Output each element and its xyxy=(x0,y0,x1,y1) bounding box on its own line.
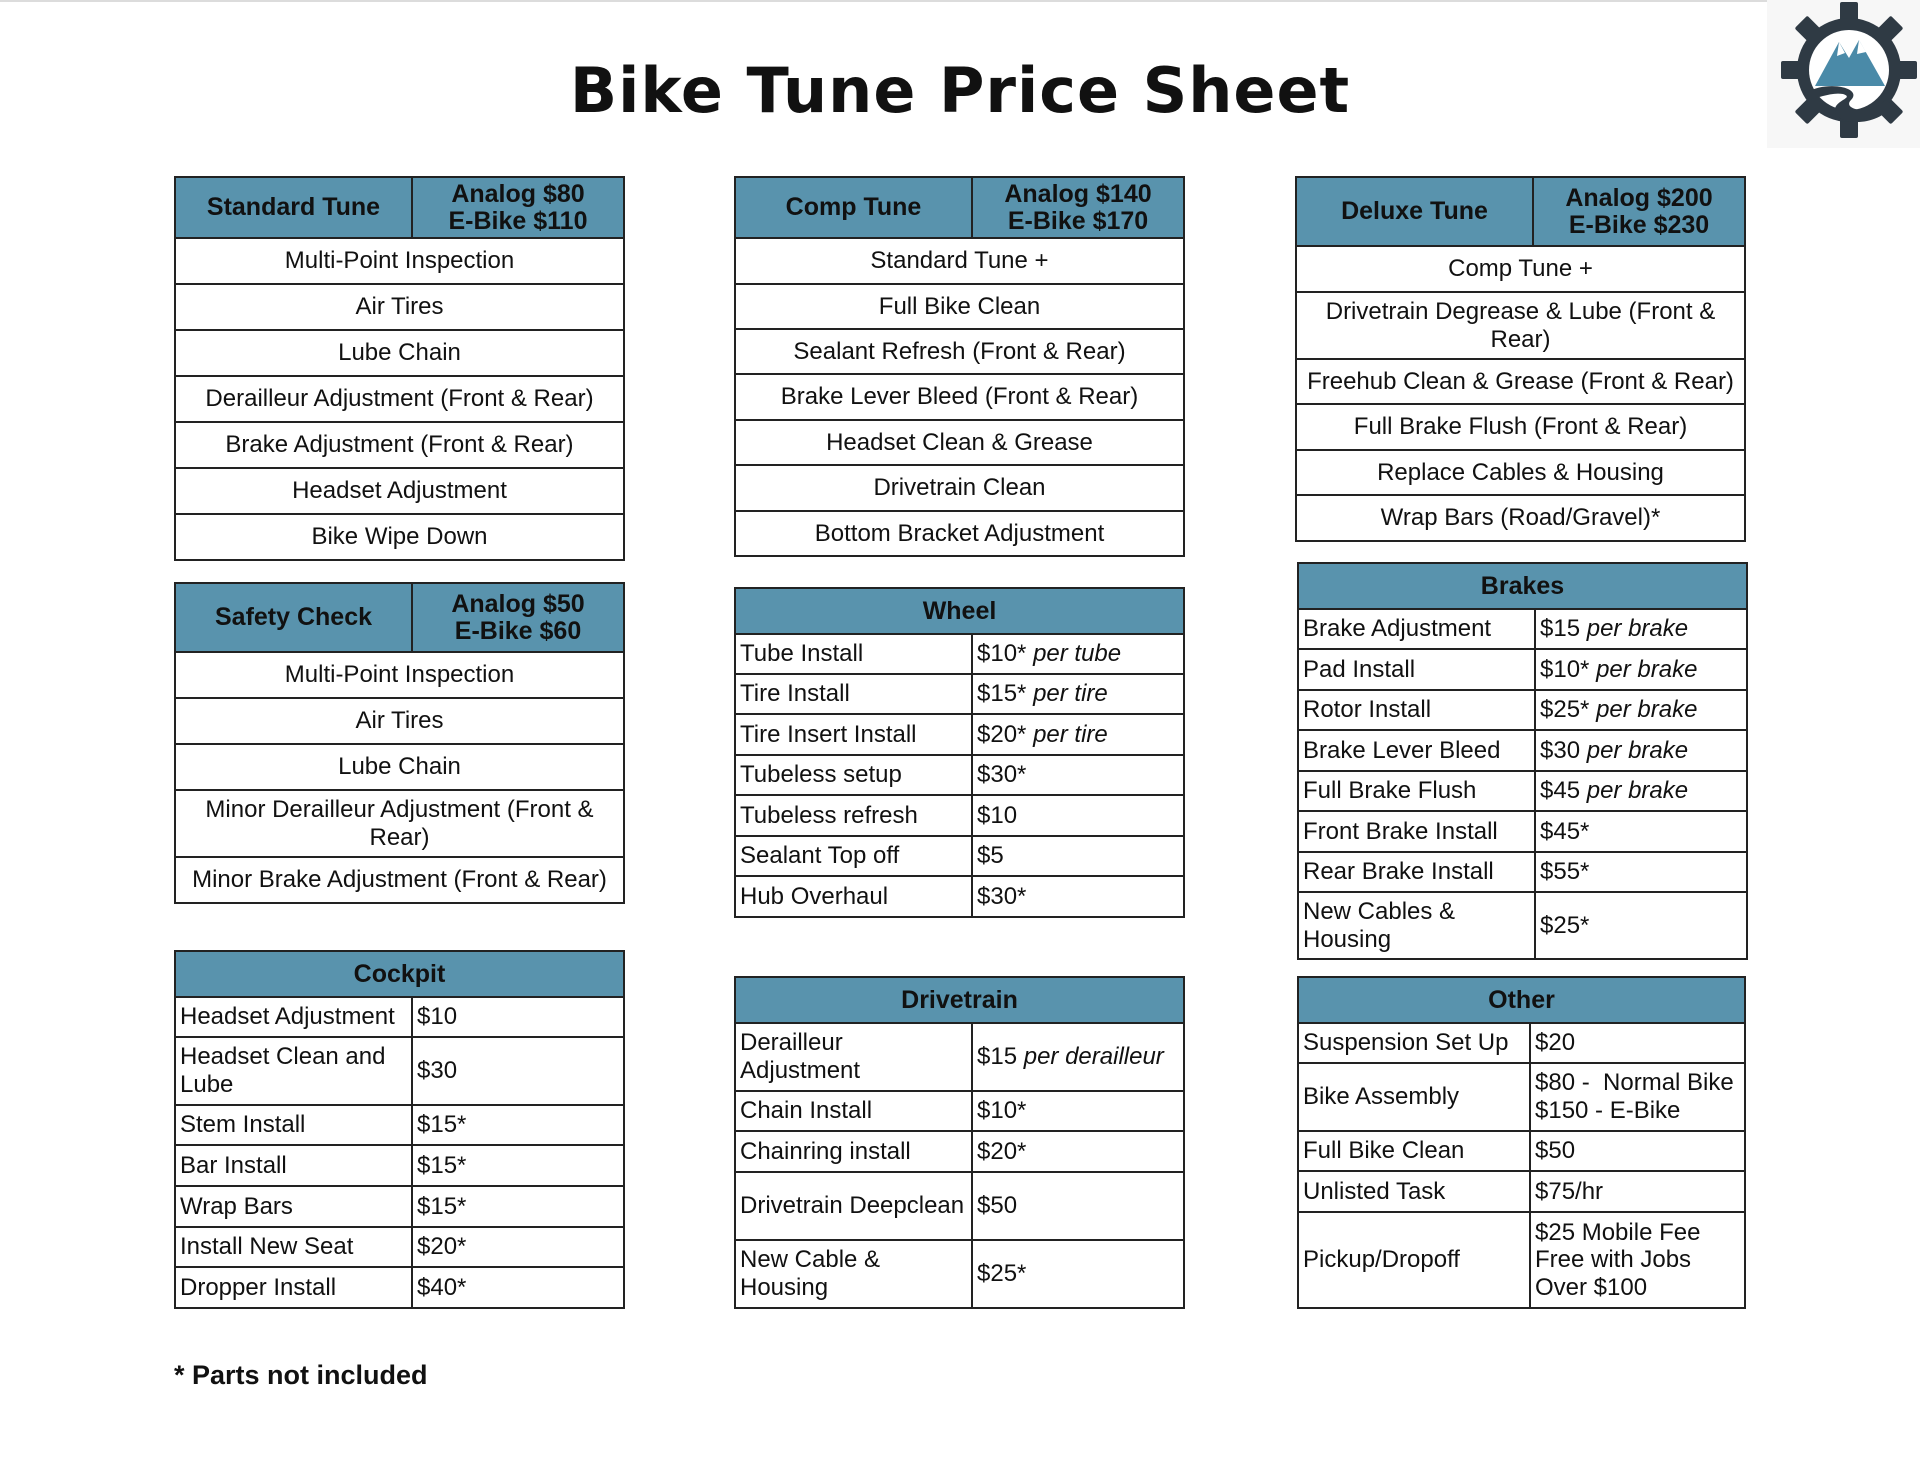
service-price: $10 xyxy=(972,795,1184,836)
wheel-header: Wheel xyxy=(735,588,1184,634)
list-item: Multi-Point Inspection xyxy=(175,652,624,698)
price-line: $75/hr xyxy=(1535,1177,1604,1205)
deluxe-tune-name: Deluxe Tune xyxy=(1296,177,1533,246)
price-unit: per brake xyxy=(1596,696,1698,724)
price-value: $15 xyxy=(977,1043,1018,1071)
service-name: Full Bike Clean xyxy=(1298,1131,1530,1171)
service-name: Rotor Install xyxy=(1298,690,1535,730)
service-price xyxy=(972,634,1184,674)
service-name: Pickup/Dropoff xyxy=(1298,1212,1530,1308)
price-unit: per brake xyxy=(1596,655,1698,683)
service-name: New Cable & Housing xyxy=(735,1240,972,1308)
price-value: $10* xyxy=(977,640,1027,668)
list-item: Brake Adjustment (Front & Rear) xyxy=(175,422,624,468)
list-item: Derailleur Adjustment (Front & Rear) xyxy=(175,376,624,422)
page-title: Bike Tune Price Sheet xyxy=(569,54,1351,127)
service-price xyxy=(1530,1212,1745,1308)
list-item: Headset Clean & Grease xyxy=(735,420,1184,465)
service-name: Tire Insert Install xyxy=(735,714,972,755)
service-name: Pad Install xyxy=(1298,649,1535,690)
list-item: Minor Brake Adjustment (Front & Rear) xyxy=(175,857,624,903)
service-price xyxy=(1530,1063,1745,1131)
price-line: $25 Mobile Fee xyxy=(1535,1218,1701,1246)
service-name: Brake Lever Bleed xyxy=(1298,730,1535,771)
price-value: $15* xyxy=(977,680,1027,708)
service-name: Stem Install xyxy=(175,1105,412,1145)
list-item: Minor Derailleur Adjustment (Front & Rear) xyxy=(175,790,624,857)
list-item: Drivetrain Degrease & Lube (Front & Rear) xyxy=(1296,292,1745,359)
service-price: $25* xyxy=(1535,892,1747,959)
standard-tune-price xyxy=(412,177,624,238)
list-item: Air Tires xyxy=(175,284,624,330)
service-price: $40* xyxy=(412,1267,624,1308)
price-line: $150 - E-Bike xyxy=(1535,1097,1681,1124)
service-name: Brake Adjustment xyxy=(1298,609,1535,649)
comp-tune-table xyxy=(734,176,1185,557)
service-price xyxy=(1530,1023,1745,1063)
service-price xyxy=(1530,1131,1745,1171)
deluxe-tune-table xyxy=(1295,176,1746,542)
service-name: Tubeless setup xyxy=(735,755,972,795)
price-line: $50 xyxy=(1535,1137,1576,1165)
list-item: Freehub Clean & Grease (Front & Rear) xyxy=(1296,359,1745,404)
price-unit: per tire xyxy=(1033,720,1108,748)
service-name: Front Brake Install xyxy=(1298,811,1535,852)
list-item: Wrap Bars (Road/Gravel)* xyxy=(1296,495,1745,541)
list-item: Lube Chain xyxy=(175,330,624,376)
standard-tune-table xyxy=(174,176,625,561)
comp-tune-price xyxy=(972,177,1184,238)
service-price xyxy=(1535,771,1747,811)
service-name: Bike Assembly xyxy=(1298,1063,1530,1131)
other-table xyxy=(1297,976,1746,1309)
brakes-table xyxy=(1297,562,1748,960)
deluxe-tune-price-analog: Analog $200 xyxy=(1565,184,1713,213)
service-price: $10 xyxy=(412,997,624,1037)
list-item: Full Brake Flush (Front & Rear) xyxy=(1296,404,1745,450)
list-item: Bottom Bracket Adjustment xyxy=(735,511,1184,556)
top-border-line xyxy=(0,0,1920,2)
price-value: $45 xyxy=(1540,777,1581,805)
service-price: $20* xyxy=(972,1131,1184,1172)
gear-mountain-road-icon xyxy=(1767,0,1920,148)
price-unit: per derailleur xyxy=(1023,1043,1164,1071)
service-price: $15* xyxy=(412,1145,624,1186)
wheel-table xyxy=(734,587,1185,918)
service-name: Chain Install xyxy=(735,1091,972,1131)
list-item: Full Bike Clean xyxy=(735,284,1184,329)
service-name: Headset Clean and Lube xyxy=(175,1037,412,1105)
list-item: Multi-Point Inspection xyxy=(175,238,624,284)
service-price: $5 xyxy=(972,836,1184,876)
price-line: Free with Jobs xyxy=(1535,1246,1692,1274)
deluxe-tune-price-ebike: E-Bike $230 xyxy=(1568,210,1710,239)
list-item: Sealant Refresh (Front & Rear) xyxy=(735,329,1184,374)
service-name: Suspension Set Up xyxy=(1298,1023,1530,1063)
list-item: Bike Wipe Down xyxy=(175,514,624,560)
standard-tune-price-ebike: E-Bike $110 xyxy=(448,206,588,235)
price-line: Over $100 xyxy=(1535,1273,1648,1301)
deluxe-tune-price xyxy=(1533,177,1745,246)
safety-check-table xyxy=(174,582,625,904)
service-name: Headset Adjustment xyxy=(175,997,412,1037)
price-unit: per tire xyxy=(1033,680,1108,708)
list-item: Drivetrain Clean xyxy=(735,465,1184,511)
service-price xyxy=(972,714,1184,755)
service-name: Tube Install xyxy=(735,634,972,674)
service-name: Tire Install xyxy=(735,674,972,714)
service-price xyxy=(972,1023,1184,1091)
service-price: $10* xyxy=(972,1091,1184,1131)
service-price: $50 xyxy=(972,1172,1184,1240)
safety-check-name: Safety Check xyxy=(175,583,412,652)
list-item: Standard Tune + xyxy=(735,238,1184,284)
service-name: Tubeless refresh xyxy=(735,795,972,836)
price-value: $20* xyxy=(977,720,1027,748)
service-price: $15* xyxy=(412,1105,624,1145)
service-name: Wrap Bars xyxy=(175,1186,412,1227)
service-price xyxy=(1535,609,1747,649)
service-price xyxy=(1535,690,1747,730)
footnote: * Parts not included xyxy=(174,1360,428,1390)
standard-tune-name: Standard Tune xyxy=(175,177,412,238)
service-price: $15* xyxy=(412,1186,624,1227)
list-item: Comp Tune + xyxy=(1296,246,1745,292)
service-price: $20* xyxy=(412,1227,624,1267)
list-item: Lube Chain xyxy=(175,744,624,790)
drivetrain-header: Drivetrain xyxy=(735,977,1184,1023)
price-value: $10* xyxy=(1540,655,1590,683)
safety-check-price xyxy=(412,583,624,652)
service-price xyxy=(1530,1171,1745,1212)
comp-tune-price-analog: Analog $140 xyxy=(1004,180,1152,209)
service-name: Unlisted Task xyxy=(1298,1171,1530,1212)
service-name: Rear Brake Install xyxy=(1298,852,1535,892)
service-name: Full Brake Flush xyxy=(1298,771,1535,811)
service-name: Hub Overhaul xyxy=(735,876,972,917)
safety-check-price-ebike: E-Bike $60 xyxy=(454,616,582,645)
price-unit: per brake xyxy=(1586,615,1689,643)
service-price xyxy=(1535,649,1747,690)
service-name: New Cables & Housing xyxy=(1298,892,1535,959)
list-item: Brake Lever Bleed (Front & Rear) xyxy=(735,374,1184,420)
cockpit-header: Cockpit xyxy=(175,951,624,997)
price-unit: per brake xyxy=(1586,777,1689,805)
cockpit-table xyxy=(174,950,625,1309)
price-line: $20 xyxy=(1535,1029,1576,1057)
service-name: Drivetrain Deepclean xyxy=(735,1172,972,1240)
service-price: $45* xyxy=(1535,811,1747,852)
list-item: Air Tires xyxy=(175,698,624,744)
price-value: $30 xyxy=(1540,736,1581,764)
service-name: Dropper Install xyxy=(175,1267,412,1308)
service-price: $25* xyxy=(972,1240,1184,1308)
price-line: $80 - Normal Bike xyxy=(1535,1069,1734,1097)
price-unit: per tube xyxy=(1033,640,1122,668)
service-name: Install New Seat xyxy=(175,1227,412,1267)
service-name: Chainring install xyxy=(735,1131,972,1172)
service-price xyxy=(1535,730,1747,771)
service-price xyxy=(972,674,1184,714)
price-unit: per brake xyxy=(1586,736,1689,764)
service-name: Bar Install xyxy=(175,1145,412,1186)
price-value: $15 xyxy=(1540,615,1581,643)
service-price: $30* xyxy=(972,755,1184,795)
shop-logo xyxy=(1767,0,1920,148)
standard-tune-price-analog: Analog $80 xyxy=(451,180,585,209)
safety-check-price-analog: Analog $50 xyxy=(451,590,585,619)
service-name: Sealant Top off xyxy=(735,836,972,876)
drivetrain-table xyxy=(734,976,1185,1309)
comp-tune-name: Comp Tune xyxy=(735,177,972,238)
other-header: Other xyxy=(1298,977,1745,1023)
service-price: $30* xyxy=(972,876,1184,917)
list-item: Replace Cables & Housing xyxy=(1296,450,1745,495)
brakes-header: Brakes xyxy=(1298,563,1747,609)
service-price: $30 xyxy=(412,1037,624,1105)
comp-tune-price-ebike: E-Bike $170 xyxy=(1007,206,1149,235)
service-price: $55* xyxy=(1535,852,1747,892)
service-name: Derailleur Adjustment xyxy=(735,1023,972,1091)
list-item: Headset Adjustment xyxy=(175,468,624,514)
price-value: $25* xyxy=(1540,696,1590,724)
